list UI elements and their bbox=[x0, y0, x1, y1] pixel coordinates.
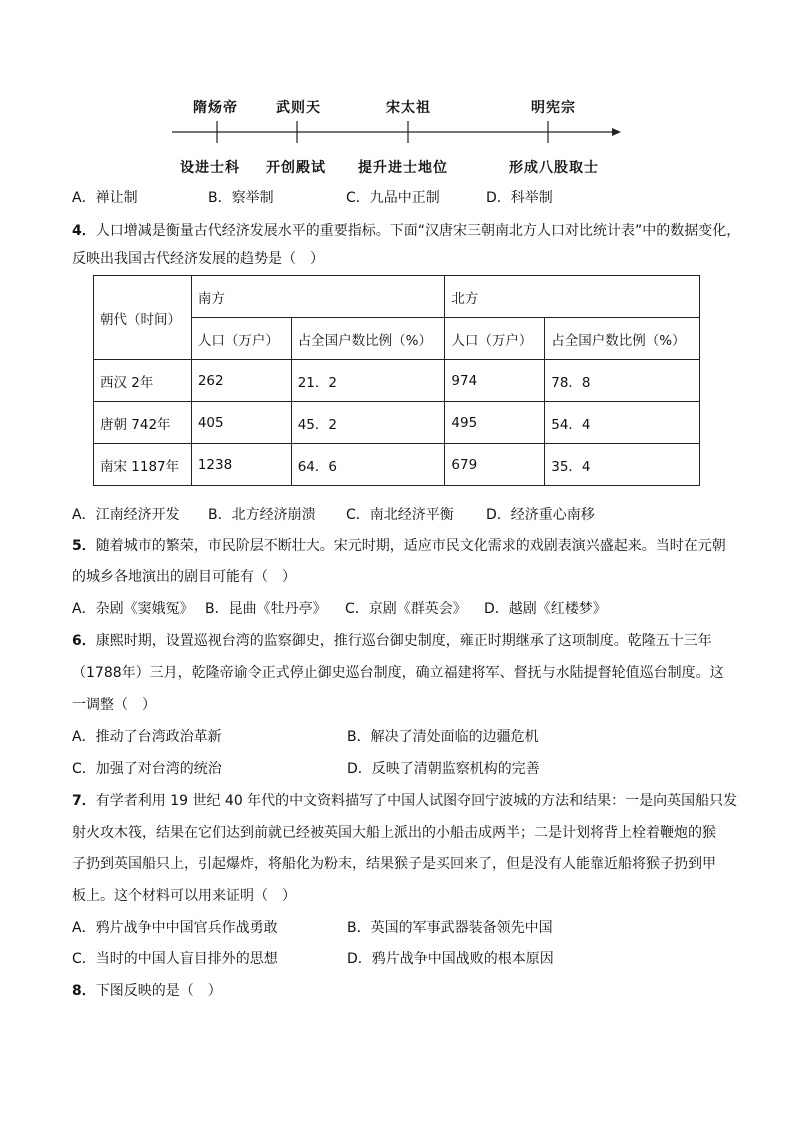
table-cell: 唐朝 742年 bbox=[94, 402, 192, 444]
timeline-bottom-label: 设进士科 bbox=[180, 160, 240, 176]
q4-option-a[interactable]: A．江南经济开发 bbox=[72, 507, 180, 523]
table-cell: 1238 bbox=[191, 444, 291, 486]
q8-stem: 8．下图反映的是（ ） bbox=[72, 983, 222, 999]
table-row bbox=[94, 444, 700, 486]
q5-number: 5． bbox=[72, 538, 96, 554]
timeline-top-label: 宋太祖 bbox=[386, 100, 431, 116]
timeline-top-label: 武则天 bbox=[276, 100, 321, 116]
q6-option-c[interactable]: C．加强了对台湾的统治 bbox=[72, 761, 222, 777]
q4-number: 4． bbox=[72, 223, 96, 239]
q5-option-a[interactable]: A．杂剧《窦娥冤》 bbox=[72, 601, 194, 617]
q3-option-a[interactable]: A．禅让制 bbox=[72, 190, 138, 206]
table-cell: 78．8 bbox=[545, 360, 700, 402]
table-cell: 南宋 1187年 bbox=[94, 444, 192, 486]
q7-option-c[interactable]: C．当时的中国人盲目排外的思想 bbox=[72, 951, 278, 967]
q6-option-d[interactable]: D．反映了清朝监察机构的完善 bbox=[347, 761, 540, 777]
north-header-cell: 北方 bbox=[445, 276, 700, 318]
q5-stem-line2: 的城乡各地演出的剧目可能有（ ） bbox=[72, 569, 296, 585]
q4-option-b[interactable]: B．北方经济崩溃 bbox=[208, 507, 316, 523]
table-cell: 974 bbox=[445, 360, 545, 402]
q5-stem-line1: 5．随着城市的繁荣，市民阶层不断壮大。宋元时期，适应市民文化需求的戏剧表演兴盛起来。当时在元朝 bbox=[72, 538, 726, 554]
q3-option-b[interactable]: B．察举制 bbox=[208, 190, 274, 206]
q5-option-c[interactable]: C．京剧《群英会》 bbox=[345, 601, 467, 617]
q3-option-d[interactable]: D．科举制 bbox=[486, 190, 553, 206]
table-cell: 679 bbox=[445, 444, 545, 486]
q7-option-d[interactable]: D．鸦片战争中国战败的根本原因 bbox=[347, 951, 554, 967]
q7-stem-line2: 射火攻木筏，结果在它们达到前就已经被英国大船上派出的小船击成两半；二是计划将背上栓着鞭炮的猴 bbox=[72, 825, 716, 841]
timeline-bottom-label: 形成八股取士 bbox=[509, 160, 599, 176]
q6-stem-line1: 6．康熙时期，设置巡视台湾的监察御史，推行巡台御史制度，雍正时期继承了这项制度。乾隆五十三年 bbox=[72, 633, 712, 649]
timeline-top-label: 隋炀帝 bbox=[193, 100, 238, 116]
timeline-bottom-label: 提升进士地位 bbox=[358, 160, 448, 176]
q4-stem-line2: 反映出我国古代经济发展的趋势是（ ） bbox=[72, 251, 324, 267]
q5-option-d[interactable]: D．越剧《红楼梦》 bbox=[484, 601, 607, 617]
timeline-bottom-label: 开创殿试 bbox=[266, 160, 326, 176]
table-cell: 405 bbox=[191, 402, 291, 444]
q6-option-a[interactable]: A．推动了台湾政治革新 bbox=[72, 729, 222, 745]
q8-number: 8． bbox=[72, 983, 96, 999]
q7-option-a[interactable]: A．鸦片战争中中国官兵作战勇敢 bbox=[72, 920, 278, 936]
q7-option-b[interactable]: B．英国的军事武器装备领先中国 bbox=[347, 920, 553, 936]
table-cell: 495 bbox=[445, 402, 545, 444]
q7-stem-line3: 子扔到英国船只上，引起爆炸，将船化为粉末，结果猴子是买回来了，但是没有人能靠近船将猴子扔到甲 bbox=[72, 856, 716, 872]
table-cell: 54．4 bbox=[545, 402, 700, 444]
table-cell: 35．4 bbox=[545, 444, 700, 486]
q7-stem-line1: 7．有学者利用 19 世纪 40 年代的中文资料描写了中国人试图夺回宁波城的方法和结果：一是向英国船只发 bbox=[72, 793, 738, 809]
q6-stem-line3: 一调整（ ） bbox=[72, 697, 156, 713]
subheader-cell: 人口（万户） bbox=[445, 318, 545, 360]
dynasty-header-cell: 朝代（时间） bbox=[94, 276, 192, 360]
q6-number: 6． bbox=[72, 633, 96, 649]
q4-stem-line1: 4．人口增减是衡量古代经济发展水平的重要指标。下面“汉唐宋三朝南北方人口对比统计表”中的数据变化， bbox=[72, 223, 741, 239]
subheader-cell: 人口（万户） bbox=[191, 318, 291, 360]
q6-option-b[interactable]: B．解决了清处面临的边疆危机 bbox=[347, 729, 539, 745]
q4-option-c[interactable]: C．南北经济平衡 bbox=[346, 507, 454, 523]
table-header-row bbox=[94, 276, 700, 318]
table-cell: 21．2 bbox=[291, 360, 445, 402]
timeline-top-label: 明宪宗 bbox=[531, 100, 576, 116]
q7-stem-line4: 板上。这个材料可以用来证明（ ） bbox=[72, 888, 296, 904]
q5-option-b[interactable]: B．昆曲《牡丹亭》 bbox=[205, 601, 327, 617]
subheader-cell: 占全国户数比例（%） bbox=[291, 318, 445, 360]
q3-option-c[interactable]: C．九品中正制 bbox=[346, 190, 440, 206]
table-row bbox=[94, 360, 700, 402]
table-cell: 262 bbox=[191, 360, 291, 402]
table-cell: 西汉 2年 bbox=[94, 360, 192, 402]
subheader-cell: 占全国户数比例（%） bbox=[545, 318, 700, 360]
south-header-cell: 南方 bbox=[191, 276, 445, 318]
table-cell: 45．2 bbox=[291, 402, 445, 444]
q6-stem-line2: （1788年）三月，乾隆帝谕令正式停止御史巡台制度，确立福建将军、督抚与水陆提督轮值巡台制度。这 bbox=[72, 665, 724, 681]
timeline-arrow-icon bbox=[612, 128, 621, 136]
q7-number: 7． bbox=[72, 793, 96, 809]
q4-option-d[interactable]: D．经济重心南移 bbox=[486, 507, 595, 523]
table-cell: 64．6 bbox=[291, 444, 445, 486]
population-table bbox=[93, 275, 700, 486]
table-row bbox=[94, 402, 700, 444]
